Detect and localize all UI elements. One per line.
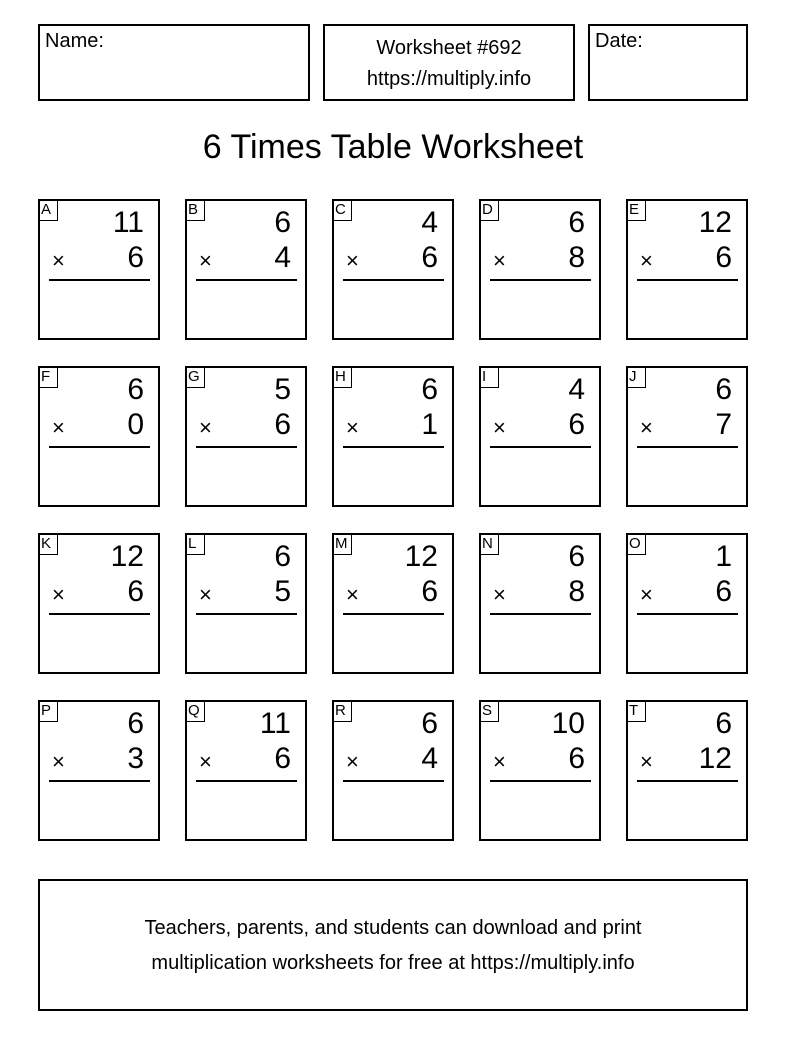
answer-line xyxy=(196,780,297,782)
multiply-sign: × xyxy=(640,248,653,273)
problem-card xyxy=(185,199,307,340)
multiply-sign: × xyxy=(199,248,212,273)
problem-letter: R xyxy=(332,700,352,722)
answer-line xyxy=(637,613,738,615)
answer-line xyxy=(490,780,591,782)
problem-letter: F xyxy=(38,366,58,388)
worksheet-info-box xyxy=(323,24,575,101)
multiplicand: 6 xyxy=(421,707,438,740)
problem-letter: O xyxy=(626,533,646,555)
multiplicand: 6 xyxy=(568,540,585,573)
problem-card xyxy=(626,366,748,507)
answer-line xyxy=(637,780,738,782)
name-label: Name: xyxy=(45,30,104,52)
multiply-sign: × xyxy=(52,415,65,440)
multiply-sign: × xyxy=(52,582,65,607)
multiplier: 7 xyxy=(715,408,732,441)
problem-card xyxy=(332,533,454,674)
multiply-sign: × xyxy=(640,749,653,774)
multiplier: 5 xyxy=(274,575,291,608)
problem-letter: L xyxy=(185,533,205,555)
multiplier: 6 xyxy=(715,241,732,274)
multiply-sign: × xyxy=(346,582,359,607)
name-field[interactable] xyxy=(38,24,310,101)
problem-card xyxy=(332,199,454,340)
multiplier: 6 xyxy=(127,575,144,608)
answer-line xyxy=(196,613,297,615)
problem-card xyxy=(185,366,307,507)
multiplicand: 6 xyxy=(421,373,438,406)
multiply-sign: × xyxy=(52,749,65,774)
multiply-sign: × xyxy=(640,415,653,440)
multiplicand: 10 xyxy=(551,707,585,740)
multiplier: 0 xyxy=(127,408,144,441)
answer-line xyxy=(49,279,150,281)
multiply-sign: × xyxy=(493,749,506,774)
answer-line xyxy=(343,279,444,281)
multiplier: 1 xyxy=(421,408,438,441)
multiplicand: 4 xyxy=(568,373,585,406)
page-title: 6 Times Table Worksheet xyxy=(202,128,584,166)
problem-card xyxy=(38,700,160,841)
date-field[interactable] xyxy=(588,24,748,101)
multiply-sign: × xyxy=(52,248,65,273)
answer-line xyxy=(49,446,150,448)
multiplier: 6 xyxy=(715,575,732,608)
multiplicand: 12 xyxy=(698,206,732,239)
problem-letter: E xyxy=(626,199,646,221)
multiply-sign: × xyxy=(346,749,359,774)
multiplicand: 6 xyxy=(274,206,291,239)
multiplicand: 11 xyxy=(112,206,144,239)
multiply-sign: × xyxy=(493,415,506,440)
multiplier: 12 xyxy=(698,742,732,775)
multiplicand: 5 xyxy=(274,373,291,406)
multiply-sign: × xyxy=(346,415,359,440)
problem-letter: K xyxy=(38,533,58,555)
multiplier: 4 xyxy=(274,241,291,274)
footer-box xyxy=(38,879,748,1011)
answer-line xyxy=(49,780,150,782)
answer-line xyxy=(343,780,444,782)
problem-card xyxy=(626,199,748,340)
problem-letter: P xyxy=(38,700,58,722)
problem-letter: G xyxy=(185,366,205,388)
multiplier: 6 xyxy=(421,575,438,608)
multiplicand: 6 xyxy=(568,206,585,239)
multiplier: 6 xyxy=(568,742,585,775)
multiplicand: 6 xyxy=(715,707,732,740)
multiplier: 6 xyxy=(421,241,438,274)
answer-line xyxy=(490,279,591,281)
problem-letter: J xyxy=(626,366,646,388)
problem-letter: B xyxy=(185,199,205,221)
multiply-sign: × xyxy=(493,582,506,607)
problem-card xyxy=(479,366,601,507)
worksheet-url: https://multiply.info xyxy=(366,68,532,90)
multiplicand: 1 xyxy=(715,540,732,573)
problem-card xyxy=(626,700,748,841)
problem-card xyxy=(479,533,601,674)
problem-letter: I xyxy=(479,366,499,388)
problem-letter: S xyxy=(479,700,499,722)
worksheet-number: Worksheet #692 xyxy=(376,37,522,59)
multiplicand: 12 xyxy=(110,540,144,573)
problem-card xyxy=(332,366,454,507)
multiplier: 6 xyxy=(568,408,585,441)
problem-card xyxy=(38,533,160,674)
multiplicand: 4 xyxy=(421,206,438,239)
multiplicand: 12 xyxy=(404,540,438,573)
answer-line xyxy=(49,613,150,615)
multiply-sign: × xyxy=(346,248,359,273)
problem-letter: N xyxy=(479,533,499,555)
multiply-sign: × xyxy=(493,248,506,273)
problem-card xyxy=(185,533,307,674)
problem-card xyxy=(626,533,748,674)
answer-line xyxy=(196,279,297,281)
problem-card xyxy=(38,366,160,507)
multiplicand: 6 xyxy=(274,540,291,573)
problem-card xyxy=(479,700,601,841)
answer-line xyxy=(343,613,444,615)
problem-letter: Q xyxy=(185,700,205,722)
answer-line xyxy=(637,279,738,281)
multiplier: 4 xyxy=(421,742,438,775)
multiply-sign: × xyxy=(199,415,212,440)
multiplier: 6 xyxy=(274,742,291,775)
multiplier: 3 xyxy=(127,742,144,775)
answer-line xyxy=(196,446,297,448)
problem-letter: A xyxy=(38,199,58,221)
problem-letter: H xyxy=(332,366,352,388)
multiplicand: 6 xyxy=(127,707,144,740)
problem-card xyxy=(38,199,160,340)
problem-letter: M xyxy=(332,533,352,555)
answer-line xyxy=(490,446,591,448)
answer-line xyxy=(343,446,444,448)
problem-card xyxy=(479,199,601,340)
multiplicand: 6 xyxy=(127,373,144,406)
problem-letter: T xyxy=(626,700,646,722)
problem-card xyxy=(185,700,307,841)
footer-text-line-1: Teachers, parents, and students can download and print xyxy=(144,917,642,939)
multiplier: 6 xyxy=(127,241,144,274)
multiply-sign: × xyxy=(199,582,212,607)
answer-line xyxy=(490,613,591,615)
problem-letter: C xyxy=(332,199,352,221)
date-label: Date: xyxy=(595,30,643,52)
multiplier: 8 xyxy=(568,575,585,608)
multiplicand: 11 xyxy=(259,707,291,740)
problem-card xyxy=(332,700,454,841)
answer-line xyxy=(637,446,738,448)
problem-letter: D xyxy=(479,199,499,221)
footer-text-line-2: multiplication worksheets for free at https://multiply.info xyxy=(151,952,635,974)
multiplier: 8 xyxy=(568,241,585,274)
multiply-sign: × xyxy=(640,582,653,607)
multiply-sign: × xyxy=(199,749,212,774)
multiplicand: 6 xyxy=(715,373,732,406)
multiplier: 6 xyxy=(274,408,291,441)
